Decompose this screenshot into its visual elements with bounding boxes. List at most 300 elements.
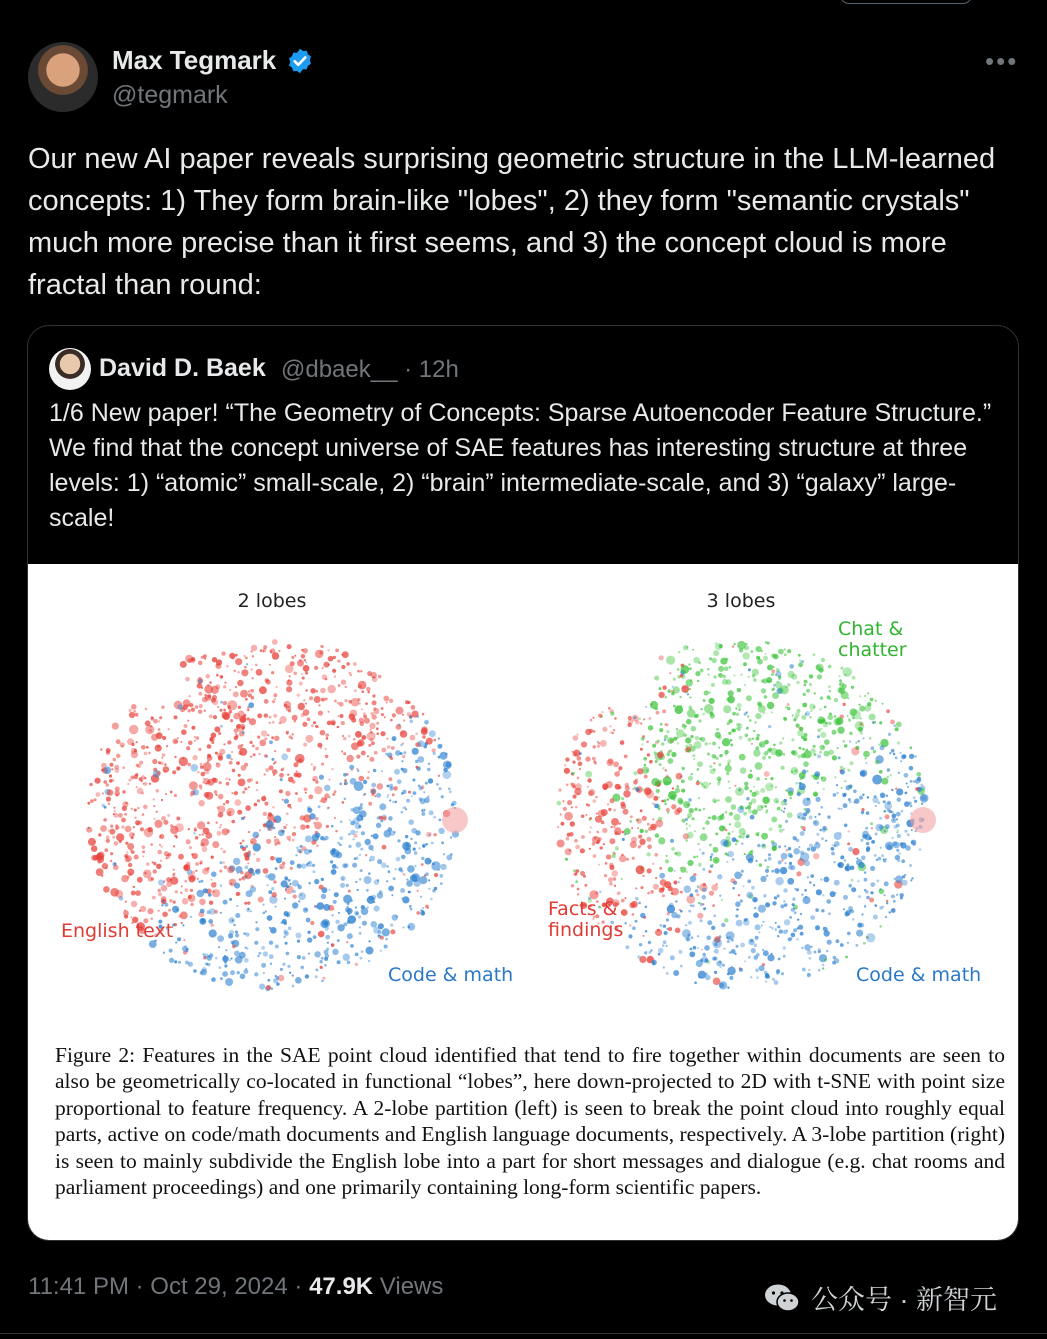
- cloud-point: [377, 816, 380, 819]
- cloud-point: [328, 656, 334, 662]
- cloud-point: [272, 721, 275, 724]
- cloud-point: [870, 882, 875, 887]
- cloud-point: [698, 809, 701, 812]
- cloud-point: [244, 666, 246, 668]
- cloud-point: [660, 723, 663, 726]
- cloud-point: [692, 649, 694, 651]
- author-name[interactable]: Max Tegmark: [112, 45, 277, 75]
- cloud-point: [788, 791, 793, 796]
- cloud-point: [815, 797, 820, 802]
- cloud-point: [125, 802, 127, 804]
- cloud-point: [595, 796, 597, 798]
- cloud-point: [304, 659, 306, 661]
- quote-author-avatar[interactable]: [49, 348, 91, 390]
- quote-author-handle[interactable]: @dbaek__: [281, 356, 398, 383]
- cloud-point: [131, 808, 134, 811]
- cloud-point: [767, 642, 770, 645]
- cloud-point: [769, 926, 771, 928]
- cloud-point: [609, 865, 614, 870]
- cloud-point: [736, 723, 740, 727]
- cloud-point: [760, 876, 766, 882]
- tweet-time[interactable]: 11:41 PM: [28, 1273, 129, 1300]
- cloud-point: [884, 881, 889, 886]
- cloud-point: [749, 851, 753, 855]
- cloud-point: [840, 855, 844, 859]
- cloud-point: [420, 798, 426, 804]
- cloud-point: [688, 776, 693, 781]
- cloud-point: [892, 814, 897, 819]
- cloud-point: [714, 943, 717, 946]
- cloud-point: [104, 819, 106, 821]
- cloud-point: [625, 945, 629, 949]
- cloud-point: [803, 761, 809, 767]
- cloud-point: [658, 948, 664, 954]
- cloud-point: [585, 814, 587, 816]
- cloud-point: [442, 770, 451, 779]
- cloud-point: [875, 833, 878, 836]
- cloud-point: [367, 755, 369, 757]
- cloud-point: [323, 662, 329, 668]
- cloud-point: [810, 710, 812, 712]
- cloud-point: [402, 755, 406, 759]
- cloud-point: [744, 782, 748, 786]
- cloud-point: [289, 972, 291, 974]
- cloud-point: [602, 783, 608, 789]
- cloud-point: [297, 940, 300, 943]
- cloud-point: [658, 837, 665, 844]
- cloud-point: [225, 978, 233, 986]
- cloud-point: [686, 828, 688, 830]
- cloud-point: [587, 778, 591, 782]
- cloud-point: [840, 808, 842, 810]
- cloud-point: [839, 675, 841, 677]
- cloud-point: [813, 653, 816, 656]
- cloud-point: [373, 833, 379, 839]
- cloud-point: [866, 846, 870, 850]
- cloud-point: [848, 830, 850, 832]
- cloud-point: [628, 716, 632, 720]
- cloud-point: [355, 906, 357, 908]
- cloud-point: [775, 877, 783, 885]
- cloud-point: [207, 780, 211, 784]
- cloud-point: [153, 869, 157, 873]
- cloud-point: [779, 929, 783, 933]
- cloud-point: [292, 780, 296, 784]
- cloud-point: [614, 771, 620, 777]
- cloud-point: [860, 839, 863, 842]
- cloud-point: [659, 687, 662, 690]
- cloud-point: [687, 860, 693, 866]
- cloud-point: [572, 751, 574, 753]
- cloud-point: [864, 905, 866, 907]
- cloud-point: [571, 884, 574, 887]
- cloud-point: [157, 850, 162, 855]
- cloud-point: [691, 773, 693, 775]
- cloud-point: [197, 771, 199, 773]
- cloud-point: [614, 852, 617, 855]
- cloud-point: [387, 794, 389, 796]
- cloud-point: [697, 761, 703, 767]
- cloud-point: [831, 852, 835, 856]
- cloud-point: [376, 727, 379, 730]
- cloud-point: [654, 751, 657, 754]
- cloud-point: [413, 848, 416, 851]
- cloud-point: [145, 708, 147, 710]
- cloud-point: [233, 924, 235, 926]
- tweet-date[interactable]: Oct 29, 2024: [150, 1273, 288, 1300]
- cloud-point: [792, 897, 795, 900]
- cloud-point: [811, 775, 814, 778]
- cloud-point: [303, 665, 310, 672]
- cloud-point: [292, 839, 295, 842]
- cloud-point: [687, 709, 696, 718]
- author-handle[interactable]: @tegmark: [112, 81, 228, 109]
- cloud-point: [662, 767, 664, 769]
- cloud-point: [360, 670, 362, 672]
- cloud-point: [304, 788, 308, 792]
- cloud-point: [312, 870, 315, 873]
- cloud-point: [166, 857, 168, 859]
- cloud-point: [347, 920, 351, 924]
- cloud-point: [875, 760, 879, 764]
- cloud-point: [178, 854, 184, 860]
- cloud-point: [834, 958, 839, 963]
- cloud-point: [713, 650, 719, 656]
- cloud-point: [897, 741, 900, 744]
- cloud-point: [275, 867, 278, 870]
- cloud-point: [744, 786, 749, 791]
- cloud-point: [874, 904, 877, 907]
- cloud-point: [764, 805, 767, 808]
- cloud-point: [268, 812, 272, 816]
- cloud-point: [902, 754, 906, 758]
- cloud-point: [112, 723, 119, 730]
- cloud-point: [202, 953, 204, 955]
- cloud-point: [341, 721, 345, 725]
- cloud-point: [741, 835, 745, 839]
- cloud-point: [332, 949, 338, 955]
- quoted-tweet[interactable]: [27, 325, 1019, 1241]
- cloud-point: [234, 736, 238, 740]
- cloud-point: [388, 816, 393, 821]
- cloud-point: [679, 909, 681, 911]
- cloud-point: [624, 897, 626, 899]
- cloud-point: [371, 712, 374, 715]
- cloud-point: [828, 722, 831, 725]
- quote-figure-image[interactable]: [28, 564, 1018, 1240]
- cloud-point: [371, 895, 376, 900]
- cloud-point: [150, 843, 153, 846]
- cloud-point: [242, 731, 245, 734]
- cloud-point: [702, 895, 707, 900]
- cloud-point: [858, 727, 863, 732]
- cloud-point: [291, 656, 294, 659]
- cloud-point: [711, 853, 714, 856]
- cloud-point: [175, 941, 177, 943]
- cloud-point: [724, 918, 728, 922]
- cloud-point: [255, 747, 259, 751]
- cloud-point: [827, 940, 832, 945]
- cloud-point: [341, 750, 343, 752]
- cloud-point: [750, 815, 755, 820]
- cloud-point: [740, 674, 742, 676]
- cloud-point: [283, 826, 286, 829]
- cloud-point: [729, 976, 733, 980]
- cloud-point: [718, 780, 721, 783]
- cloud-point: [732, 712, 736, 716]
- cloud-point: [772, 846, 777, 851]
- cloud-point: [198, 800, 204, 806]
- cloud-point: [249, 718, 256, 725]
- quote-author-name[interactable]: David D. Baek: [99, 354, 266, 382]
- cloud-point: [887, 844, 893, 850]
- cloud-point: [355, 963, 358, 966]
- cloud-point: [189, 781, 198, 790]
- cloud-point: [360, 869, 363, 872]
- cloud-point: [164, 903, 168, 907]
- cloud-point: [695, 714, 699, 718]
- cloud-point: [206, 674, 211, 679]
- cloud-point: [671, 847, 675, 851]
- cloud-point: [891, 837, 893, 839]
- cloud-point: [778, 860, 782, 864]
- cloud-point: [359, 718, 365, 724]
- cloud-point: [810, 874, 814, 878]
- cloud-point: [175, 890, 178, 893]
- cloud-point: [301, 673, 303, 675]
- cloud-point: [266, 884, 268, 886]
- cloud-point: [152, 759, 157, 764]
- cloud-point: [450, 853, 453, 856]
- cloud-point: [220, 861, 223, 864]
- cloud-point: [346, 941, 348, 943]
- cloud-point: [610, 731, 612, 733]
- cloud-point: [254, 972, 258, 976]
- cloud-point: [439, 819, 442, 822]
- cloud-point: [365, 839, 371, 845]
- cloud-point: [231, 941, 235, 945]
- cloud-point: [287, 965, 290, 968]
- cloud-point: [182, 946, 188, 952]
- cloud-point: [344, 779, 347, 782]
- cloud-point: [640, 829, 644, 833]
- cloud-point: [387, 865, 389, 867]
- cloud-point: [659, 873, 665, 879]
- cloud-point: [234, 951, 240, 957]
- cloud-point: [441, 795, 444, 798]
- watermark: [763, 1278, 997, 1317]
- cloud-point: [743, 885, 745, 887]
- cloud-point: [803, 812, 807, 816]
- cloud-point: [700, 903, 703, 906]
- cloud-point: [235, 931, 238, 934]
- cloud-point: [131, 704, 137, 710]
- cloud-point: [645, 906, 648, 909]
- cloud-point: [196, 736, 200, 740]
- cloud-point: [248, 693, 252, 697]
- cloud-point: [697, 947, 699, 949]
- cloud-point: [370, 729, 372, 731]
- cloud-point: [217, 706, 219, 708]
- cloud-point: [402, 790, 406, 794]
- cloud-point: [302, 956, 306, 960]
- cloud-point: [651, 960, 656, 965]
- cloud-point: [666, 972, 669, 975]
- cloud-point: [771, 817, 777, 823]
- author-avatar[interactable]: [28, 42, 98, 112]
- cloud-point: [381, 770, 383, 772]
- cloud-point: [713, 857, 720, 864]
- cloud-point: [859, 695, 861, 697]
- cloud-point: [838, 756, 841, 759]
- cloud-point: [778, 678, 780, 680]
- cloud-point: [285, 791, 290, 796]
- cloud-point: [865, 827, 868, 830]
- cloud-point: [211, 856, 214, 859]
- cloud-point: [793, 848, 800, 855]
- cloud-point: [266, 755, 269, 758]
- cloud-point: [809, 716, 811, 718]
- cloud-point: [396, 707, 404, 715]
- cloud-point: [231, 758, 233, 760]
- cloud-point: [161, 757, 163, 759]
- cloud-point: [663, 925, 666, 928]
- cloud-point: [717, 874, 722, 879]
- cloud-point: [854, 798, 859, 803]
- cloud-point: [590, 719, 593, 722]
- cloud-point: [676, 773, 683, 780]
- cloud-point: [110, 860, 112, 862]
- left-panel-title: 2 lobes: [237, 590, 307, 612]
- cloud-point: [263, 868, 269, 874]
- cloud-point: [677, 668, 679, 670]
- cloud-point: [882, 906, 884, 908]
- cloud-point: [208, 893, 212, 897]
- cloud-point: [280, 778, 283, 781]
- cloud-point: [855, 742, 857, 744]
- cloud-point: [199, 899, 206, 906]
- cloud-point: [825, 840, 827, 842]
- cloud-point: [250, 838, 257, 845]
- cloud-point: [158, 733, 161, 736]
- cloud-point: [867, 692, 869, 694]
- cloud-point: [252, 655, 254, 657]
- cloud-point: [900, 760, 902, 762]
- cloud-point: [801, 894, 803, 896]
- cloud-point: [128, 779, 131, 782]
- cloud-point: [180, 892, 182, 894]
- cloud-point: [443, 853, 445, 855]
- more-icon[interactable]: •••: [985, 46, 1019, 76]
- cloud-point: [247, 717, 250, 720]
- cloud-point: [815, 841, 818, 844]
- cloud-point: [122, 766, 125, 769]
- cloud-point: [705, 742, 709, 746]
- cloud-point: [409, 905, 412, 908]
- cloud-point: [897, 834, 901, 838]
- cloud-point: [644, 951, 647, 954]
- cloud-point: [783, 946, 786, 949]
- cloud-point: [307, 931, 310, 934]
- cloud-point: [784, 919, 790, 925]
- cloud-point: [769, 827, 773, 831]
- cloud-point: [207, 744, 212, 749]
- cloud-point: [857, 880, 859, 882]
- cloud-point: [418, 740, 425, 747]
- cloud-point: [615, 784, 621, 790]
- cloud-point: [800, 831, 805, 836]
- cloud-point: [227, 866, 234, 873]
- cloud-point: [335, 830, 337, 832]
- cloud-point: [316, 845, 318, 847]
- cloud-point: [822, 894, 824, 896]
- cloud-point: [240, 974, 246, 980]
- wechat-icon: [763, 1283, 801, 1313]
- cloud-point: [669, 781, 671, 783]
- cloud-point: [392, 914, 398, 920]
- cloud-point: [102, 792, 104, 794]
- cloud-point: [647, 753, 650, 756]
- cloud-point: [377, 879, 379, 881]
- cloud-point: [368, 802, 372, 806]
- cloud-point: [295, 754, 305, 764]
- cloud-point: [166, 745, 168, 747]
- cloud-point: [793, 928, 797, 932]
- cloud-point: [564, 764, 566, 766]
- cloud-point: [787, 671, 794, 678]
- cloud-point: [389, 756, 392, 759]
- cloud-point: [834, 832, 842, 840]
- cloud-point: [726, 658, 729, 661]
- cloud-point: [600, 740, 607, 747]
- cloud-point: [791, 908, 795, 912]
- cloud-point: [207, 963, 210, 966]
- cloud-point: [765, 783, 774, 792]
- cloud-point: [394, 769, 400, 775]
- cloud-point: [710, 856, 713, 859]
- cloud-point: [652, 803, 654, 805]
- cloud-point: [131, 836, 134, 839]
- cloud-point: [668, 758, 674, 764]
- cloud-point: [345, 907, 350, 912]
- cloud-point: [217, 831, 222, 836]
- cloud-point: [617, 891, 621, 895]
- cloud-point: [577, 893, 579, 895]
- cloud-point: [771, 953, 773, 955]
- cloud-point: [711, 683, 715, 687]
- cloud-point: [180, 661, 187, 668]
- cloud-point: [618, 770, 620, 772]
- cloud-point: [114, 810, 116, 812]
- cloud-point: [647, 823, 650, 826]
- cloud-point: [704, 691, 709, 696]
- cloud-point: [601, 809, 608, 816]
- cloud-point: [261, 946, 265, 950]
- cloud-point: [217, 753, 222, 758]
- cloud-point: [158, 892, 162, 896]
- cloud-point: [776, 671, 782, 677]
- cloud-point: [222, 956, 229, 963]
- cloud-point: [809, 816, 813, 820]
- cloud-point: [861, 856, 866, 861]
- cloud-point: [245, 657, 248, 660]
- cloud-point: [289, 735, 292, 738]
- cloud-point: [238, 751, 242, 755]
- cloud-point: [574, 839, 578, 843]
- cloud-point: [750, 939, 753, 942]
- cloud-point: [365, 702, 368, 705]
- cloud-point: [848, 719, 850, 721]
